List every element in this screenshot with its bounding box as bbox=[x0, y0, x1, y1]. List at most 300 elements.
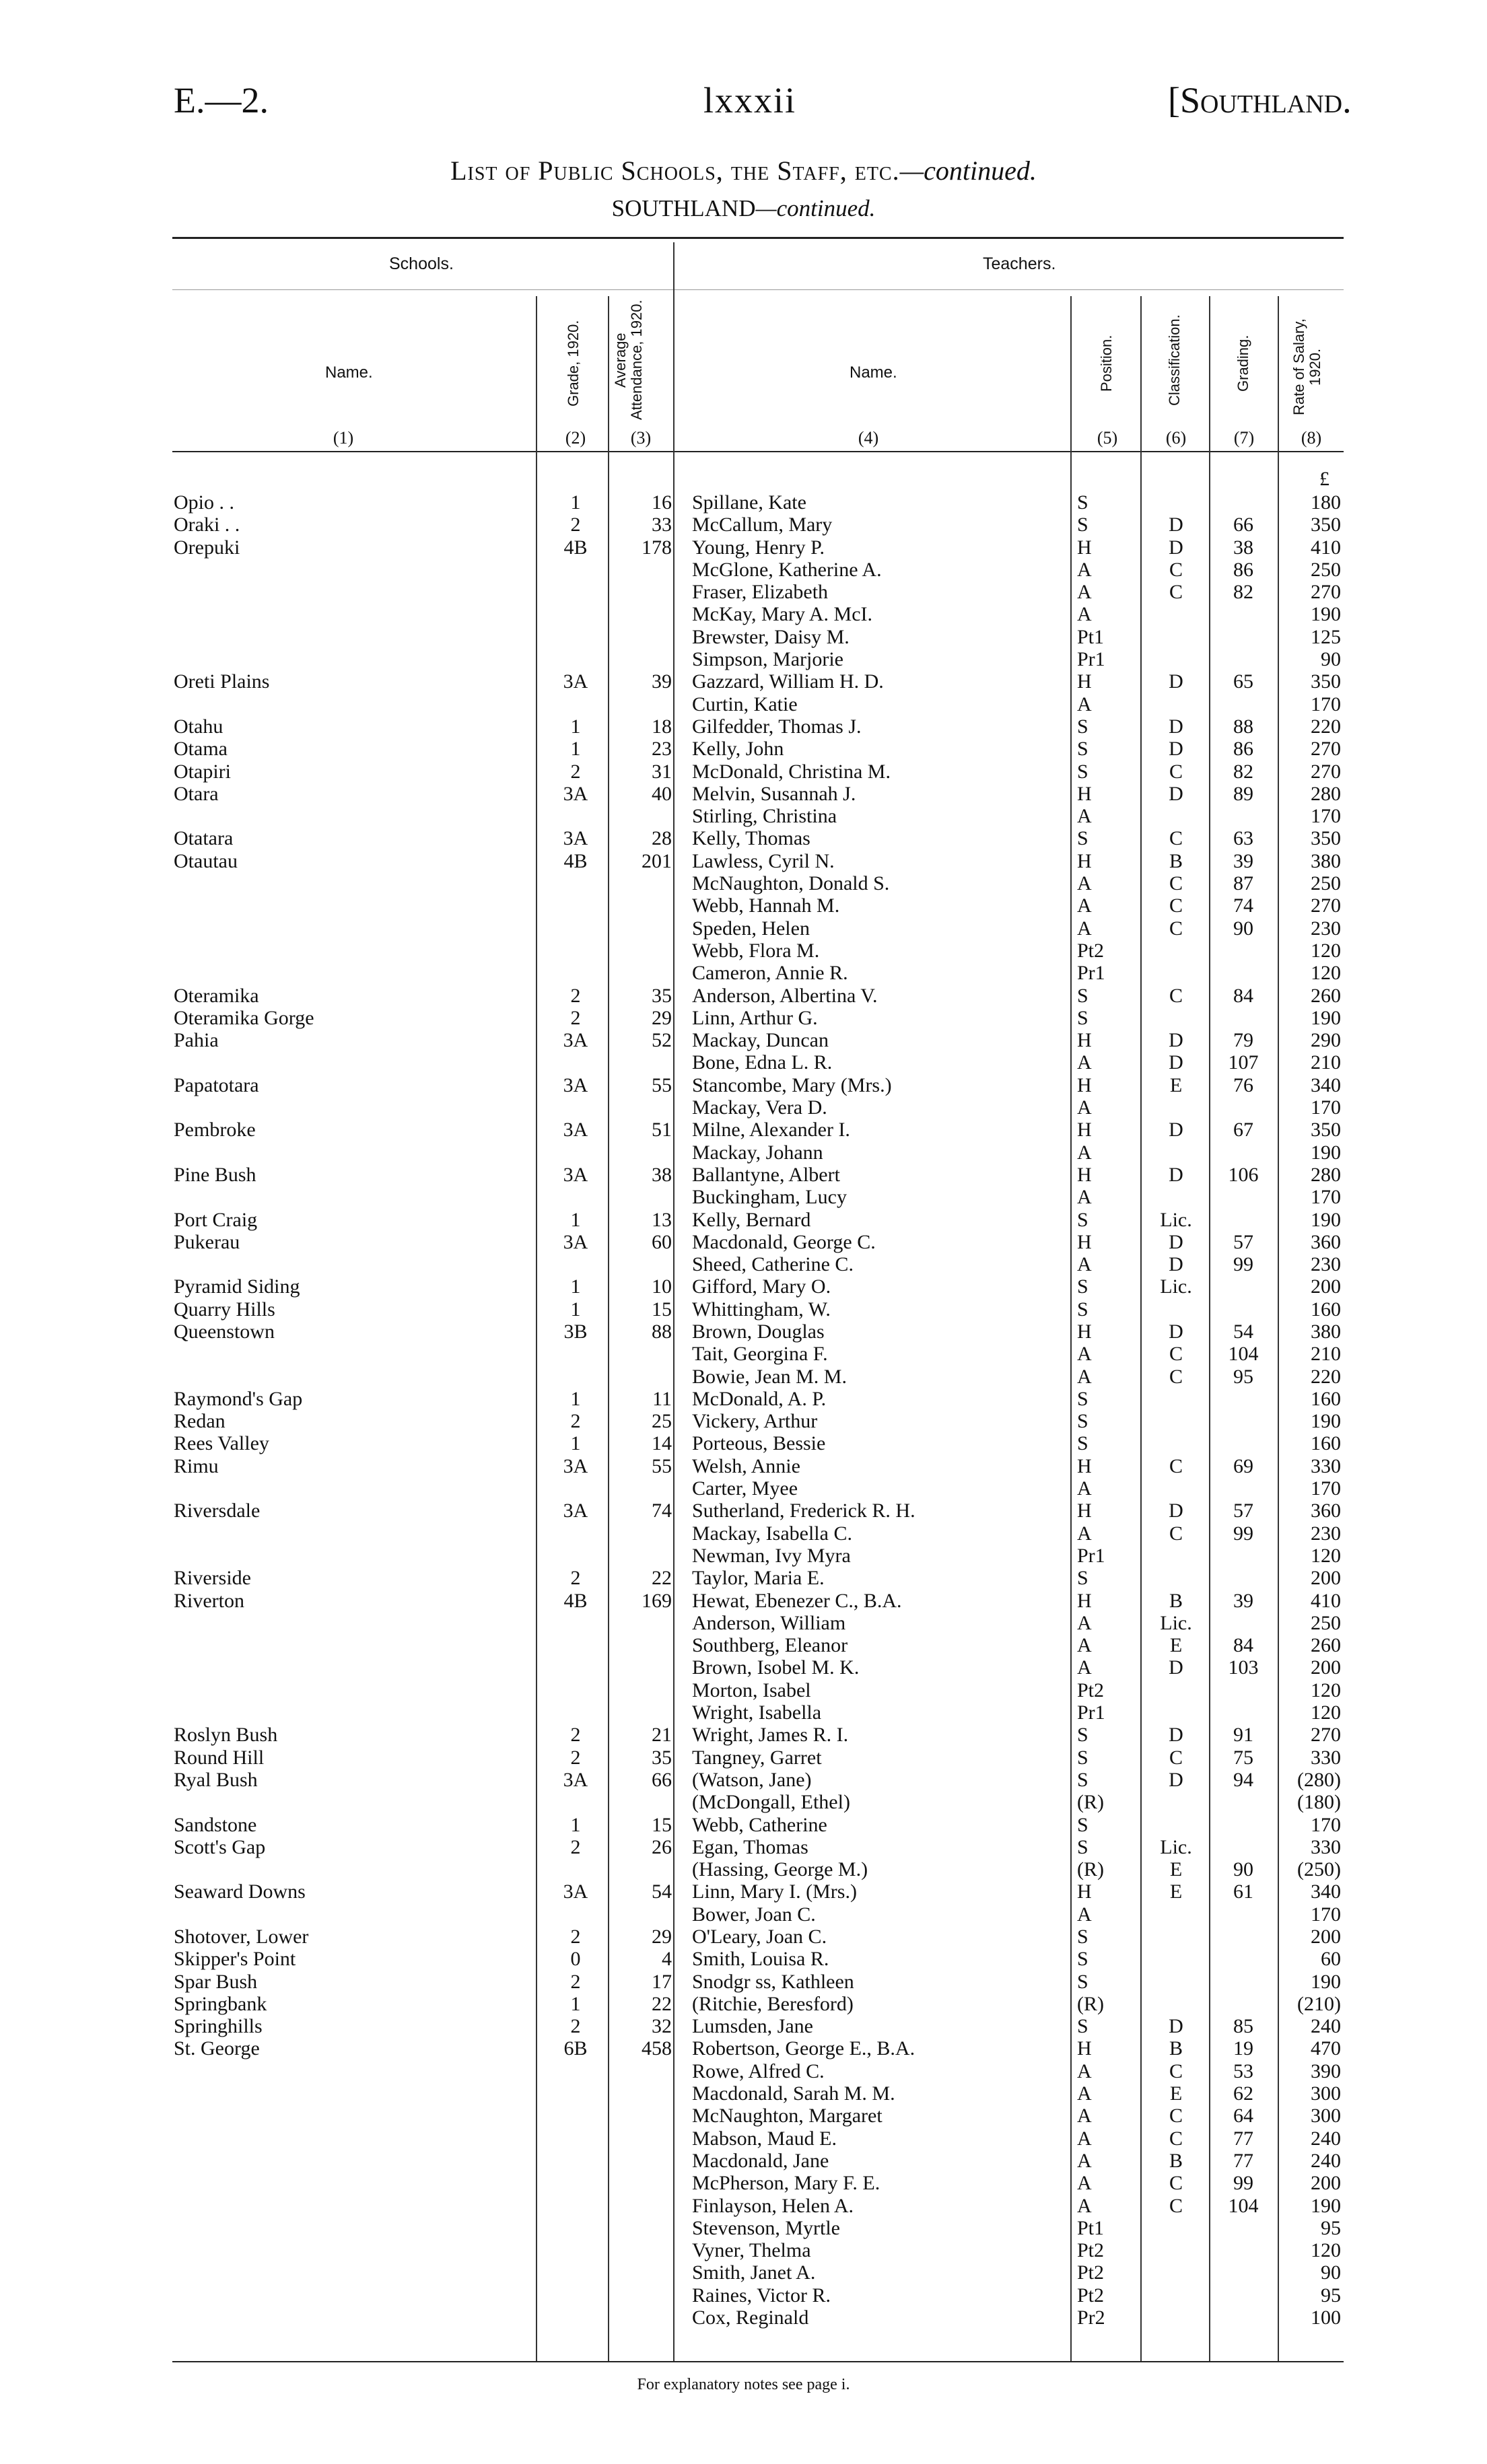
teacher-grading: 57 bbox=[1233, 1230, 1253, 1253]
teacher-name: Finlayson, Helen A. bbox=[692, 2194, 854, 2217]
teacher-grading: 104 bbox=[1228, 1343, 1259, 1366]
school-attendance: 25 bbox=[652, 1410, 672, 1433]
teacher-salary: 330 bbox=[1311, 1746, 1341, 1769]
teacher-salary: 260 bbox=[1311, 1634, 1341, 1657]
teacher-name: Stevenson, Myrtle bbox=[692, 2216, 840, 2239]
teacher-classification: Lic. bbox=[1160, 1208, 1192, 1231]
teacher-position: S bbox=[1077, 827, 1088, 850]
teacher-position: H bbox=[1077, 1500, 1092, 1522]
teacher-name: Bowie, Jean M. M. bbox=[692, 1365, 847, 1388]
table-row bbox=[0, 715, 1487, 738]
teacher-salary: 300 bbox=[1311, 2082, 1341, 2105]
teacher-salary: 270 bbox=[1311, 894, 1341, 917]
school-name: Pukerau bbox=[174, 1230, 240, 1253]
school-grade: 2 bbox=[570, 1835, 581, 1858]
school-name: Rimu bbox=[174, 1454, 219, 1477]
teacher-salary: 200 bbox=[1311, 1275, 1341, 1298]
teacher-salary: 330 bbox=[1311, 1454, 1341, 1477]
school-name: Spar Bush bbox=[174, 1970, 258, 1993]
table-row bbox=[0, 2037, 1487, 2060]
teacher-grading: 90 bbox=[1233, 917, 1253, 940]
table-row bbox=[0, 2150, 1487, 2172]
table-row bbox=[0, 2217, 1487, 2239]
school-grade: 6B bbox=[563, 2037, 588, 2060]
teacher-grading: 86 bbox=[1233, 558, 1253, 581]
teacher-name: Tangney, Garret bbox=[692, 1746, 822, 1769]
teacher-grading: 107 bbox=[1228, 1051, 1259, 1074]
teacher-grading: 86 bbox=[1233, 738, 1253, 761]
table-row bbox=[0, 514, 1487, 536]
teacher-classification: D bbox=[1169, 782, 1183, 805]
teacher-position: S bbox=[1077, 1746, 1088, 1769]
teacher-position: Pt2 bbox=[1077, 2284, 1105, 2307]
school-attendance: 13 bbox=[652, 1208, 672, 1231]
table-row bbox=[0, 1298, 1487, 1321]
teacher-name: Cox, Reginald bbox=[692, 2307, 809, 2329]
school-grade: 2 bbox=[570, 514, 581, 536]
teacher-salary: 280 bbox=[1311, 1163, 1341, 1186]
teacher-grading: 85 bbox=[1233, 2015, 1253, 2038]
school-name: Riverton bbox=[174, 1589, 244, 1612]
teacher-name: Kelly, Thomas bbox=[692, 827, 810, 850]
teacher-name: Linn, Mary I. (Mrs.) bbox=[692, 1880, 857, 1903]
teacher-name: Spillane, Kate bbox=[692, 491, 806, 514]
table-row bbox=[0, 1567, 1487, 1589]
teacher-classification: D bbox=[1169, 1656, 1183, 1679]
school-attendance: 29 bbox=[652, 1926, 672, 1948]
school-name: Papatotara bbox=[174, 1073, 259, 1096]
teacher-classification: C bbox=[1169, 872, 1183, 895]
teacher-position: S bbox=[1077, 1567, 1088, 1590]
teacher-name: Melvin, Susannah J. bbox=[692, 782, 856, 805]
teacher-name: McNaughton, Margaret bbox=[692, 2105, 883, 2127]
teacher-name: (Hassing, George M.) bbox=[692, 1858, 868, 1881]
table-row bbox=[0, 1477, 1487, 1500]
teacher-name: Webb, Hannah M. bbox=[692, 894, 840, 917]
teacher-salary: 120 bbox=[1311, 1701, 1341, 1724]
teacher-position: A bbox=[1077, 1522, 1092, 1545]
teacher-salary: 95 bbox=[1321, 2284, 1341, 2307]
table-row bbox=[0, 2172, 1487, 2194]
teacher-salary: 120 bbox=[1311, 1679, 1341, 1701]
school-grade: 1 bbox=[570, 1992, 581, 2015]
teacher-name: (McDongall, Ethel) bbox=[692, 1791, 850, 1814]
school-name: Otahu bbox=[174, 715, 223, 738]
teacher-position: A bbox=[1077, 2194, 1092, 2217]
teacher-salary: 270 bbox=[1311, 581, 1341, 604]
school-attendance: 52 bbox=[652, 1029, 672, 1052]
table-row bbox=[0, 1366, 1487, 1388]
teacher-grading: 94 bbox=[1233, 1768, 1253, 1791]
teacher-salary: 190 bbox=[1311, 1410, 1341, 1433]
teacher-salary: 240 bbox=[1311, 2015, 1341, 2038]
teacher-position: H bbox=[1077, 536, 1092, 559]
teacher-salary: 230 bbox=[1311, 1522, 1341, 1545]
teacher-salary: 90 bbox=[1321, 648, 1341, 671]
table-row bbox=[0, 1253, 1487, 1275]
teacher-position: Pt2 bbox=[1077, 939, 1105, 962]
teacher-name: McCallum, Mary bbox=[692, 514, 833, 536]
salary-heading: Rate of Salary, 1920. bbox=[1290, 318, 1323, 415]
teacher-name: Lawless, Cyril N. bbox=[692, 849, 835, 872]
school-attendance: 29 bbox=[652, 1006, 672, 1029]
teacher-salary: 170 bbox=[1311, 1813, 1341, 1836]
school-attendance: 22 bbox=[652, 1992, 672, 2015]
teacher-position: H bbox=[1077, 849, 1092, 872]
teacher-classification: C bbox=[1169, 558, 1183, 581]
col-num-7: (7) bbox=[1233, 428, 1255, 448]
teacher-name: Rowe, Alfred C. bbox=[692, 2060, 825, 2082]
table-row bbox=[0, 2261, 1487, 2284]
teacher-classification: C bbox=[1169, 2127, 1183, 2150]
teacher-grading: 64 bbox=[1233, 2105, 1253, 2127]
school-grade: 2 bbox=[570, 1970, 581, 1993]
table-row bbox=[0, 693, 1487, 715]
teacher-grading: 39 bbox=[1233, 1589, 1253, 1612]
teacher-name: Webb, Catherine bbox=[692, 1813, 827, 1836]
teacher-salary: 410 bbox=[1311, 536, 1341, 559]
teacher-classification: D bbox=[1169, 1029, 1183, 1052]
title-main: List of Public Schools, the Staff, etc. bbox=[450, 155, 900, 186]
teacher-name: Lumsden, Jane bbox=[692, 2015, 813, 2038]
teacher-position: Pt2 bbox=[1077, 2261, 1105, 2284]
teacher-name: McPherson, Mary F. E. bbox=[692, 2172, 880, 2195]
table-row bbox=[0, 872, 1487, 894]
teacher-name: Macdonald, George C. bbox=[692, 1230, 876, 1253]
school-attendance: 66 bbox=[652, 1768, 672, 1791]
teacher-position: S bbox=[1077, 1948, 1088, 1971]
school-attendance: 32 bbox=[652, 2015, 672, 2038]
school-name: Sandstone bbox=[174, 1813, 257, 1836]
school-name: Riversdale bbox=[174, 1500, 261, 1522]
school-attendance: 169 bbox=[642, 1589, 672, 1612]
teacher-salary: 350 bbox=[1311, 514, 1341, 536]
teacher-grading: 89 bbox=[1233, 782, 1253, 805]
teacher-position: H bbox=[1077, 1119, 1092, 1141]
teacher-name: McNaughton, Donald S. bbox=[692, 872, 890, 895]
teacher-salary: 360 bbox=[1311, 1230, 1341, 1253]
table-top-rule bbox=[172, 237, 1344, 239]
table-row bbox=[0, 1343, 1487, 1365]
teacher-salary: 160 bbox=[1311, 1432, 1341, 1455]
school-attendance: 74 bbox=[652, 1500, 672, 1522]
teacher-name: Milne, Alexander I. bbox=[692, 1119, 850, 1141]
school-name: Oreti Plains bbox=[174, 670, 270, 693]
teacher-position: S bbox=[1077, 1006, 1088, 1029]
teacher-salary: 190 bbox=[1311, 603, 1341, 626]
school-name: Oteramika bbox=[174, 984, 259, 1007]
teacher-grading: 99 bbox=[1233, 2172, 1253, 2195]
school-attendance: 55 bbox=[652, 1073, 672, 1096]
teacher-position: S bbox=[1077, 738, 1088, 761]
teacher-grading: 65 bbox=[1233, 670, 1253, 693]
table-row bbox=[0, 1029, 1487, 1051]
table-row bbox=[0, 2082, 1487, 2105]
teacher-position: A bbox=[1077, 2082, 1092, 2105]
teacher-position: S bbox=[1077, 760, 1088, 783]
teacher-position: A bbox=[1077, 894, 1092, 917]
teacher-position: S bbox=[1077, 2015, 1088, 2038]
schools-table-body bbox=[0, 491, 1487, 2329]
teacher-name: Taylor, Maria E. bbox=[692, 1567, 825, 1590]
teacher-name: Gazzard, William H. D. bbox=[692, 670, 884, 693]
teacher-position: H bbox=[1077, 1230, 1092, 1253]
teacher-classification: D bbox=[1169, 1119, 1183, 1141]
school-grade: 2 bbox=[570, 2015, 581, 2038]
title-cont: —continued. bbox=[899, 155, 1037, 186]
grade-heading: Grade, 1920. bbox=[565, 320, 582, 407]
school-name: Pahia bbox=[174, 1029, 219, 1052]
teacher-position: A bbox=[1077, 1365, 1092, 1388]
teacher-position: Pt1 bbox=[1077, 2216, 1105, 2239]
teacher-salary: 240 bbox=[1311, 2127, 1341, 2150]
school-name: Pine Bush bbox=[174, 1163, 256, 1186]
table-row bbox=[0, 1455, 1487, 1477]
teacher-position: A bbox=[1077, 872, 1092, 895]
table-row bbox=[0, 1948, 1487, 1970]
school-attendance: 16 bbox=[652, 491, 672, 514]
teacher-classification: C bbox=[1169, 1522, 1183, 1545]
teacher-name: Southberg, Eleanor bbox=[692, 1634, 848, 1657]
teacher-position: A bbox=[1077, 1253, 1092, 1276]
teacher-classification: E bbox=[1169, 1858, 1183, 1881]
school-grade: 1 bbox=[570, 491, 581, 514]
teacher-classification: Lic. bbox=[1160, 1275, 1192, 1298]
teacher-position: Pr1 bbox=[1077, 1701, 1105, 1724]
table-row bbox=[0, 670, 1487, 693]
table-row bbox=[0, 1209, 1487, 1231]
teacher-salary: 470 bbox=[1311, 2037, 1341, 2060]
school-grade: 2 bbox=[570, 1746, 581, 1769]
col-num-4: (4) bbox=[858, 428, 879, 448]
table-row bbox=[0, 985, 1487, 1007]
teacher-salary: 350 bbox=[1311, 670, 1341, 693]
teacher-grading: 82 bbox=[1233, 581, 1253, 604]
teacher-position: S bbox=[1077, 514, 1088, 536]
school-attendance: 21 bbox=[652, 1724, 672, 1747]
table-row bbox=[0, 2284, 1487, 2307]
school-name: Springbank bbox=[174, 1992, 267, 2015]
teacher-grading: 91 bbox=[1233, 1724, 1253, 1747]
teacher-classification: Lic. bbox=[1160, 1611, 1192, 1634]
school-attendance: 39 bbox=[652, 670, 672, 693]
school-grade: 2 bbox=[570, 984, 581, 1007]
school-grade: 3A bbox=[563, 670, 588, 693]
page-subtitle bbox=[0, 195, 1487, 222]
school-grade: 1 bbox=[570, 1387, 581, 1410]
school-grade: 0 bbox=[570, 1948, 581, 1971]
table-row bbox=[0, 1858, 1487, 1880]
teacher-salary: 190 bbox=[1311, 2194, 1341, 2217]
table-row bbox=[0, 1701, 1487, 1724]
footnote: For explanatory notes see page i. bbox=[637, 2376, 850, 2393]
teacher-position: Pr1 bbox=[1077, 1544, 1105, 1567]
teacher-grading: 62 bbox=[1233, 2082, 1253, 2105]
teacher-grading: 57 bbox=[1233, 1500, 1253, 1522]
teacher-classification: D bbox=[1169, 514, 1183, 536]
teacher-salary: 170 bbox=[1311, 1186, 1341, 1209]
school-name: Quarry Hills bbox=[174, 1298, 275, 1321]
teacher-position: H bbox=[1077, 1880, 1092, 1903]
teacher-position: A bbox=[1077, 2127, 1092, 2150]
teacher-name: Simpson, Marjorie bbox=[692, 648, 843, 671]
teacher-name: McKay, Mary A. McI. bbox=[692, 603, 872, 626]
teacher-salary: 360 bbox=[1311, 1500, 1341, 1522]
school-attendance: 4 bbox=[662, 1948, 672, 1971]
table-row bbox=[0, 827, 1487, 849]
teacher-name: Vickery, Arthur bbox=[692, 1410, 818, 1433]
teacher-name: Sutherland, Frederick R. H. bbox=[692, 1500, 915, 1522]
teacher-salary: 200 bbox=[1311, 1926, 1341, 1948]
teacher-grading: 69 bbox=[1233, 1454, 1253, 1477]
school-grade: 1 bbox=[570, 738, 581, 761]
teacher-position: S bbox=[1077, 1970, 1088, 1993]
teacher-classification: D bbox=[1169, 2015, 1183, 2038]
teacher-salary: (280) bbox=[1297, 1768, 1341, 1791]
teacher-position: Pr1 bbox=[1077, 962, 1105, 985]
teacher-position: A bbox=[1077, 1656, 1092, 1679]
teacher-grading: 90 bbox=[1233, 1858, 1253, 1881]
teacher-position: S bbox=[1077, 984, 1088, 1007]
teacher-classification: D bbox=[1169, 1230, 1183, 1253]
teacher-classification: C bbox=[1169, 760, 1183, 783]
teacher-salary: (250) bbox=[1297, 1858, 1341, 1881]
teacher-classification: D bbox=[1169, 1768, 1183, 1791]
teacher-position: H bbox=[1077, 2037, 1092, 2060]
school-name: Otautau bbox=[174, 849, 238, 872]
teacher-name: Robertson, George E., B.A. bbox=[692, 2037, 915, 2060]
teacher-name: (Ritchie, Beresford) bbox=[692, 1992, 854, 2015]
teacher-grading: 61 bbox=[1233, 1880, 1253, 1903]
teacher-classification: E bbox=[1169, 1634, 1183, 1657]
table-row bbox=[0, 2127, 1487, 2150]
school-name: Round Hill bbox=[174, 1746, 265, 1769]
teacher-salary: (210) bbox=[1297, 1992, 1341, 2015]
table-row bbox=[0, 1612, 1487, 1634]
teacher-grading: 104 bbox=[1228, 2194, 1259, 2217]
page-title bbox=[0, 155, 1487, 186]
teacher-salary: 170 bbox=[1311, 1477, 1341, 1500]
teacher-name: Curtin, Katie bbox=[692, 693, 798, 715]
school-grade: 3A bbox=[563, 827, 588, 850]
table-row bbox=[0, 603, 1487, 625]
teacher-position: S bbox=[1077, 1275, 1088, 1298]
school-grade: 3A bbox=[563, 1880, 588, 1903]
teacher-name: Anderson, William bbox=[692, 1611, 846, 1634]
school-grade: 3A bbox=[563, 1073, 588, 1096]
teacher-name: Whittingham, W. bbox=[692, 1298, 831, 1321]
teacher-grading: 77 bbox=[1233, 2127, 1253, 2150]
teacher-name: Bower, Joan C. bbox=[692, 1903, 816, 1926]
teacher-position: A bbox=[1077, 1141, 1092, 1164]
teacher-name-heading: Name. bbox=[850, 363, 897, 382]
teacher-grading: 82 bbox=[1233, 760, 1253, 783]
table-row bbox=[0, 2015, 1487, 2037]
teacher-name: McDonald, Christina M. bbox=[692, 760, 891, 783]
teacher-salary: 170 bbox=[1311, 805, 1341, 828]
school-attendance: 88 bbox=[652, 1320, 672, 1343]
teacher-salary: 290 bbox=[1311, 1029, 1341, 1052]
teacher-name: Mabson, Maud E. bbox=[692, 2127, 837, 2150]
teacher-name: Fraser, Elizabeth bbox=[692, 581, 829, 604]
teacher-classification: B bbox=[1169, 2037, 1183, 2060]
teacher-salary: 390 bbox=[1311, 2060, 1341, 2082]
teacher-position: A bbox=[1077, 2060, 1092, 2082]
teacher-name: Gifford, Mary O. bbox=[692, 1275, 831, 1298]
school-grade: 2 bbox=[570, 1006, 581, 1029]
teacher-position: A bbox=[1077, 805, 1092, 828]
school-attendance: 201 bbox=[642, 849, 672, 872]
teacher-name: Brown, Douglas bbox=[692, 1320, 825, 1343]
teacher-classification: B bbox=[1169, 849, 1183, 872]
school-name: Redan bbox=[174, 1410, 226, 1433]
teacher-name: Brown, Isobel M. K. bbox=[692, 1656, 860, 1679]
table-row bbox=[0, 2060, 1487, 2082]
teacher-grading: 95 bbox=[1233, 1365, 1253, 1388]
teacher-position: H bbox=[1077, 1029, 1092, 1052]
school-attendance: 38 bbox=[652, 1163, 672, 1186]
classification-heading: Classification. bbox=[1166, 314, 1183, 406]
school-name: Oraki . . bbox=[174, 514, 240, 536]
school-grade: 3A bbox=[563, 1500, 588, 1522]
teachers-group-heading: Teachers. bbox=[983, 254, 1056, 273]
table-row bbox=[0, 1814, 1487, 1836]
teacher-classification: D bbox=[1169, 536, 1183, 559]
teacher-grading: 67 bbox=[1233, 1119, 1253, 1141]
teacher-grading: 63 bbox=[1233, 827, 1253, 850]
teacher-name: Gilfedder, Thomas J. bbox=[692, 715, 862, 738]
teacher-name: Brewster, Daisy M. bbox=[692, 625, 850, 648]
table-row bbox=[0, 850, 1487, 872]
table-row bbox=[0, 536, 1487, 559]
school-attendance: 31 bbox=[652, 760, 672, 783]
table-row bbox=[0, 738, 1487, 760]
teacher-name: Snodgr ss, Kathleen bbox=[692, 1970, 854, 1993]
teacher-position: (R) bbox=[1077, 1858, 1104, 1881]
teacher-name: Egan, Thomas bbox=[692, 1835, 808, 1858]
teacher-position: S bbox=[1077, 1813, 1088, 1836]
teacher-position: Pr2 bbox=[1077, 2307, 1105, 2329]
teacher-name: Stancombe, Mary (Mrs.) bbox=[692, 1073, 892, 1096]
table-row bbox=[0, 2105, 1487, 2127]
table-row bbox=[0, 648, 1487, 670]
teacher-position: S bbox=[1077, 1432, 1088, 1455]
col-num-8: (8) bbox=[1301, 428, 1322, 448]
teacher-position: S bbox=[1077, 1724, 1088, 1747]
teacher-position: S bbox=[1077, 1835, 1088, 1858]
school-grade: 4B bbox=[563, 1589, 588, 1612]
teacher-salary: 100 bbox=[1311, 2307, 1341, 2329]
teacher-grading: 99 bbox=[1233, 1522, 1253, 1545]
teacher-classification: C bbox=[1169, 917, 1183, 940]
school-grade: 4B bbox=[563, 849, 588, 872]
page-number: lxxxii bbox=[703, 80, 797, 120]
teacher-salary: 190 bbox=[1311, 1006, 1341, 1029]
teacher-grading: 19 bbox=[1233, 2037, 1253, 2060]
table-row bbox=[0, 1007, 1487, 1029]
teacher-salary: 210 bbox=[1311, 1051, 1341, 1074]
table-row bbox=[0, 1545, 1487, 1567]
teacher-name: Mackay, Duncan bbox=[692, 1029, 829, 1052]
teacher-position: S bbox=[1077, 1410, 1088, 1433]
teacher-position: Pt1 bbox=[1077, 625, 1105, 648]
teacher-position: H bbox=[1077, 1589, 1092, 1612]
table-row bbox=[0, 626, 1487, 648]
teacher-name: Kelly, John bbox=[692, 738, 784, 761]
school-attendance: 55 bbox=[652, 1454, 672, 1477]
teacher-classification: D bbox=[1169, 1163, 1183, 1186]
table-row bbox=[0, 1051, 1487, 1073]
